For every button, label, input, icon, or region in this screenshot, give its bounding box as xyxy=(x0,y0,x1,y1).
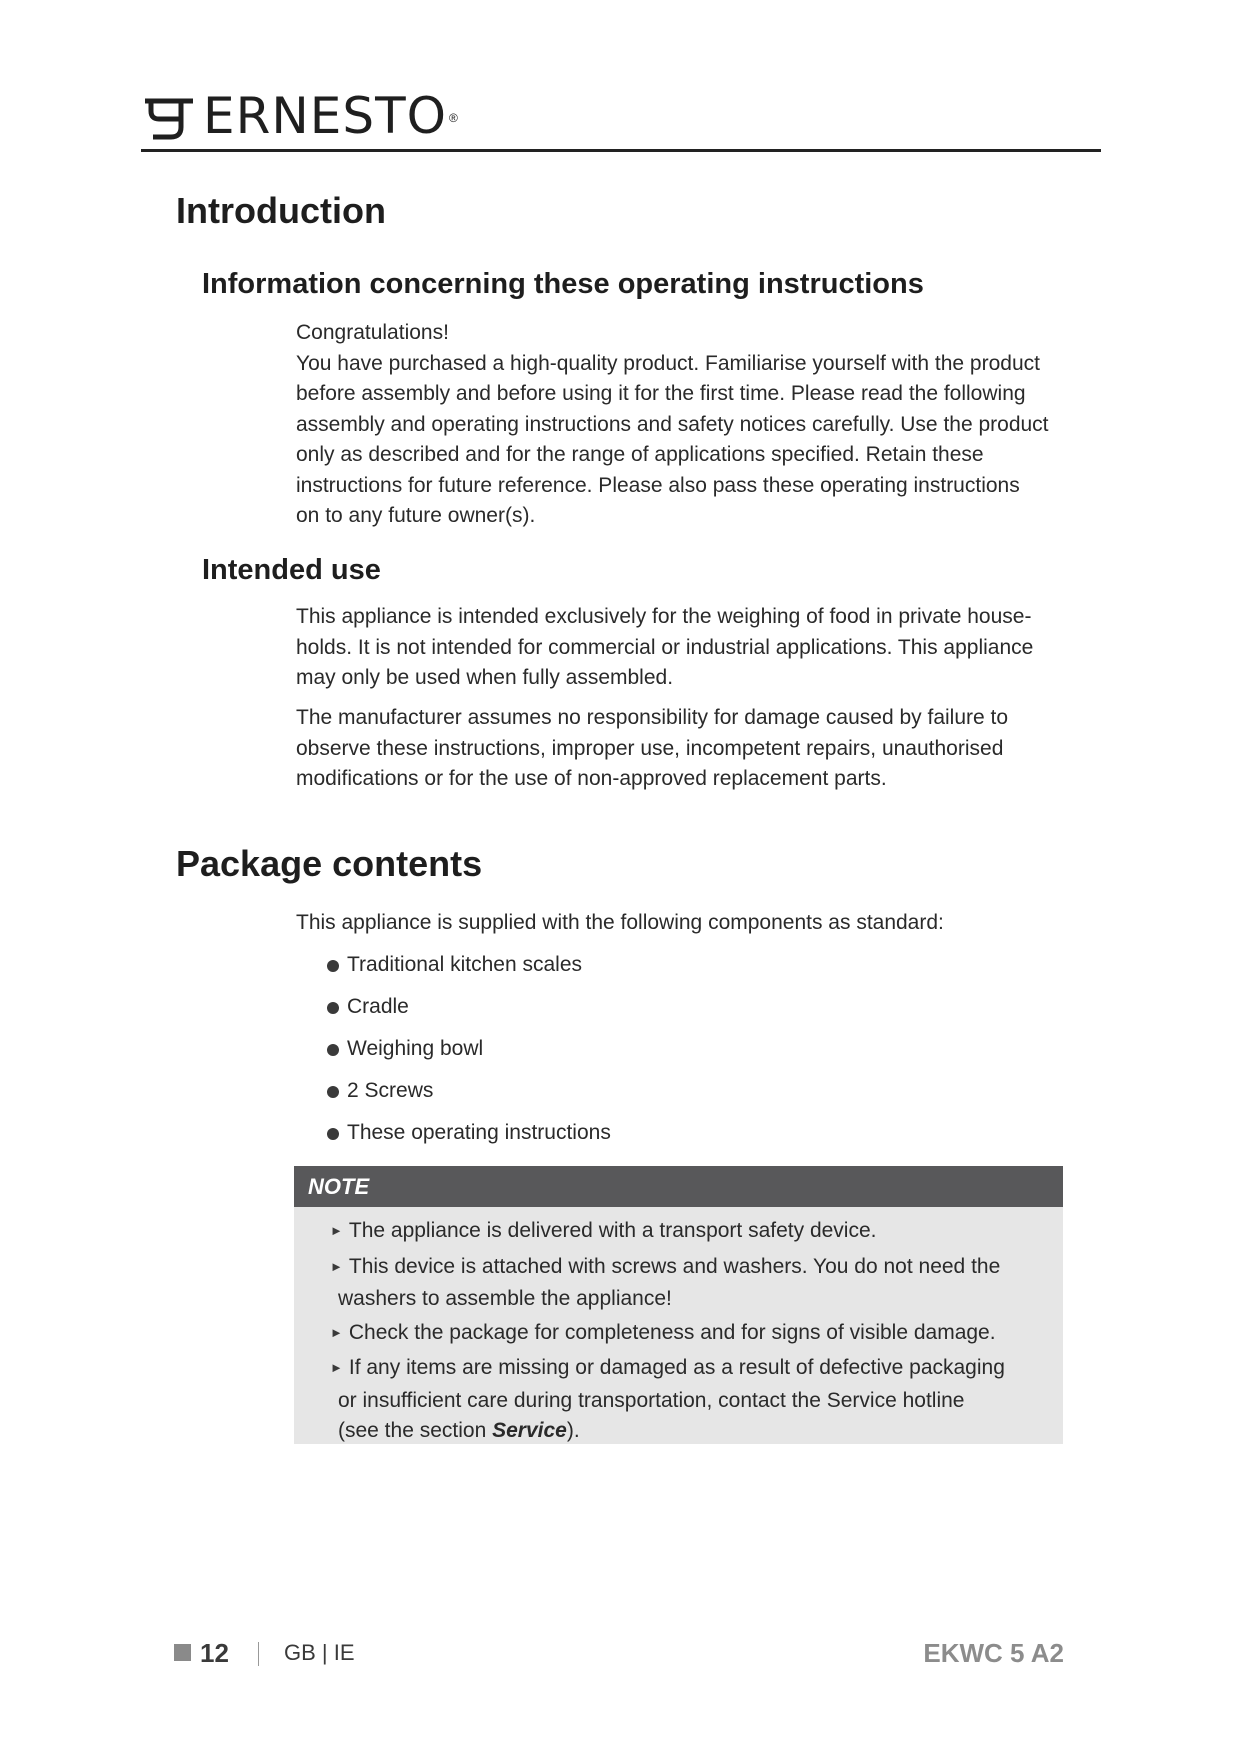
page-footer xyxy=(174,1636,1064,1672)
note-item-text: or insufficient care during transportation, contact the Service hotline xyxy=(338,1388,965,1412)
package-intro xyxy=(296,908,1072,939)
info-line: assembly and operating instructions and safety notices carefully. Use the product xyxy=(296,412,1049,436)
page-number: 12 xyxy=(200,1638,229,1668)
model-number: EKWC 5 A2 xyxy=(923,1638,1064,1668)
note-item-text: Check the package for completeness and for signs of visible damage. xyxy=(348,1320,996,1344)
list-item-label: Cradle xyxy=(347,995,409,1018)
note-item-reference xyxy=(330,1416,1050,1447)
note-ref-prefix: (see the section xyxy=(338,1419,493,1442)
footer-divider xyxy=(258,1642,259,1666)
section-title-introduction: Introduction xyxy=(176,190,386,231)
info-line: on to any future owner(s). xyxy=(296,504,536,527)
note-box xyxy=(294,1166,1063,1444)
section-title-package-contents: Package contents xyxy=(176,843,483,884)
service-section-reference: Service xyxy=(492,1419,567,1442)
bullet-icon xyxy=(327,1002,339,1014)
list-item-label: Traditional kitchen scales xyxy=(347,953,582,976)
heading-intended-use: Intended use xyxy=(202,554,381,586)
arrow-right-icon: ► xyxy=(330,1324,343,1340)
brand-name: ERNESTO xyxy=(203,87,447,145)
list-item xyxy=(327,1034,611,1076)
note-list xyxy=(330,1216,1050,1450)
page-header xyxy=(141,87,1101,154)
arrow-right-icon: ► xyxy=(330,1223,343,1238)
note-label: NOTE xyxy=(294,1166,1063,1207)
list-item-label: 2 Screws xyxy=(347,1079,434,1102)
note-ref-suffix: ). xyxy=(566,1419,580,1442)
language-codes: GB | IE xyxy=(284,1640,355,1665)
info-line: only as described and for the range of applications specified. Retain these xyxy=(296,443,984,466)
arrow-right-icon: ► xyxy=(330,1360,343,1375)
package-intro-text: This appliance is supplied with the following components as standard: xyxy=(296,911,944,934)
intended-line: may only be used when fully assembled. xyxy=(296,666,674,689)
info-line: Congratulations! xyxy=(296,321,449,344)
bullet-icon xyxy=(327,960,339,972)
bullet-icon xyxy=(327,1128,339,1140)
info-paragraph xyxy=(296,318,1072,532)
info-line: instructions for future reference. Please also pass these operating instructions xyxy=(296,473,1020,497)
intended-line: This appliance is intended exclusively for the weighing of food in private house- xyxy=(296,605,1032,628)
info-line: You have purchased a high-quality product. Familiarise yourself with the product xyxy=(296,351,1040,375)
list-item xyxy=(327,1118,611,1160)
bullet-icon xyxy=(327,1086,339,1098)
note-item-text: If any items are missing or damaged as a result of defective packaging xyxy=(348,1356,1005,1379)
note-item xyxy=(330,1318,1050,1351)
list-item xyxy=(327,950,611,992)
intended-paragraph-1 xyxy=(296,602,1072,694)
note-item xyxy=(330,1216,1050,1249)
info-line: before assembly and before using it for the first time. Please read the following xyxy=(296,382,1026,405)
intended-line: The manufacturer assumes no responsibility for damage caused by failure to xyxy=(296,706,1009,729)
heading-information: Information concerning these operating instructions xyxy=(202,268,924,300)
note-item xyxy=(330,1353,1050,1447)
list-item xyxy=(327,992,611,1034)
note-item xyxy=(330,1252,1050,1315)
intended-line: observe these instructions, improper use, incompetent repairs, unauthorised xyxy=(296,736,1004,760)
list-item-label: Weighing bowl xyxy=(347,1037,484,1060)
list-item xyxy=(327,1076,611,1118)
bullet-icon xyxy=(327,1044,339,1056)
list-item-label: These operating instructions xyxy=(347,1121,611,1144)
note-item-text: This device is attached with screws and washers. You do not need the xyxy=(348,1254,1001,1278)
arrow-right-icon: ► xyxy=(330,1258,343,1274)
footer-square-icon xyxy=(174,1644,191,1661)
intended-paragraph-2 xyxy=(296,703,1072,795)
intended-line: modifications or for the use of non-approved replacement parts. xyxy=(296,767,887,790)
registered-mark: ® xyxy=(448,111,458,125)
brand-logo xyxy=(141,87,458,145)
ernesto-logo-mark-icon xyxy=(141,91,197,141)
note-item-text: washers to assemble the appliance! xyxy=(338,1287,672,1310)
package-items-list xyxy=(327,950,611,1160)
header-divider xyxy=(141,149,1101,152)
intended-line: holds. It is not intended for commercial or industrial applications. This appliance xyxy=(296,635,1034,659)
note-item-text: The appliance is delivered with a transport safety device. xyxy=(348,1219,877,1242)
